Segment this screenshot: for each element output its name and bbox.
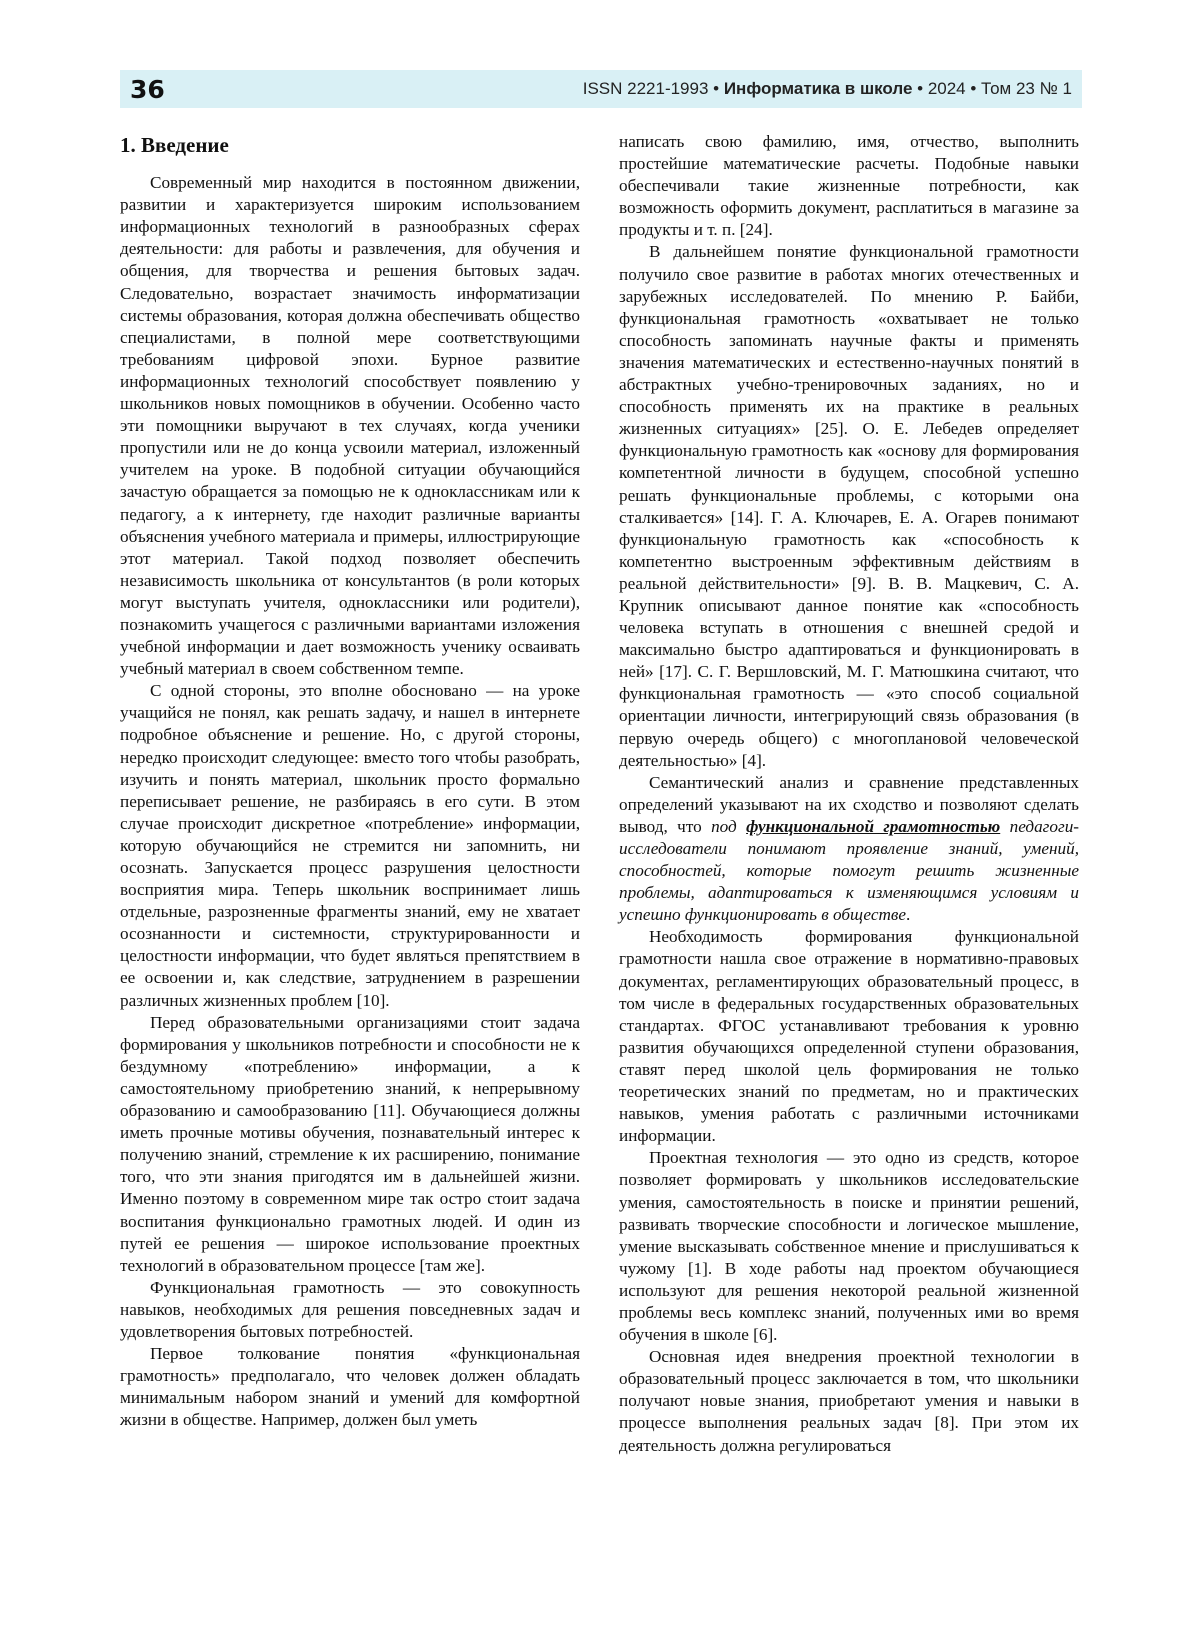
page-number: 36 [130, 74, 165, 104]
text-run: Семантический анализ и сравнение представленных определений указывают на их сходство и позволяют сделать вывод, что [619, 772, 1079, 836]
paragraph: Перед образовательными организациями стоит задача формирования у школьников потребности и способности не к бездумному «потреблению» информации, а к самостоятельному приобретению знаний, к непрерывному образованию и самообразованию [11]. Обучающиеся должны иметь прочные мотивы обучения, познавательный интерес к получению знаний, стремление к их расширению, понимание того, что эти знания пригодятся им в дальнейшей жизни. Именно поэтому в современном мире так остро стоит задача воспитания функционально грамотных людей. И один из путей ее решения — широкое использование проектных технологий в образовательном процессе [там же]. [120, 1012, 580, 1275]
paragraph: Основная идея внедрения проектной технологии в образовательный процесс заключается в том, что школьники получают новые знания, приобретают умения и навыки в процессе выполнения реальных задач [8]. При этом их деятельность должна регулироваться [619, 1347, 1079, 1455]
running-header [120, 70, 1082, 108]
issn: ISSN 2221-1993 • [582, 79, 720, 98]
italic-run: под [711, 816, 747, 836]
italic-run: педагоги-исследователи понимают проявление знаний, умений, способностей, которые помогут решить жизненные проблемы, адаптироваться к изменяющимся условиям и успешно функционировать в обществе [619, 816, 1080, 925]
paragraph: С одной стороны, это вполне обосновано — на уроке учащийся не понял, как решать задачу, и нашел в интернете подробное объяснение и решение. Но, с другой стороны, нередко происходит следующее: вместо того чтобы разобрать, изучить и понять материал, школьник просто формально переписывает решение, не разбираясь в его сути. В этом случае происходит дискретное «потребление» информации, которую обучающийся не стремится ни запомнить, ни осознать. Запускается процесс разрушения целостности восприятия мира. Теперь школьник воспринимает лишь отдельные, разрозненные фрагменты знаний, ему не хватает осознанности и системности, структурированности и целостности информации, что будет являться препятствием в ее освоении и, как следствие, затруднением в разрешении различных жизненных проблем [10]. [120, 681, 580, 1010]
paragraph-conclusion [619, 772, 1079, 927]
journal-info [583, 79, 1072, 99]
right-column [619, 131, 1079, 1457]
section-title: 1. Введение [120, 133, 229, 157]
year-volume: • 2024 • Том 23 № 1 [917, 79, 1072, 98]
paragraph: написать свою фамилию, имя, отчество, выполнить простейшие математические расчеты. Подобные навыки обеспечивали такие жизненные потребности, как возможность оформить документ, расплатиться в магазине за продукты и т. п. [24]. [619, 132, 1079, 240]
emphasis-term: функциональной грамотностью [746, 816, 1001, 836]
text-run: . [905, 905, 911, 925]
left-column [120, 128, 580, 1431]
paragraph: Проектная технология — это одно из средств, которое позволяет формировать у школьников исследовательские умения, самостоятельность в поиске и принятии решений, развивать творческие способности и логическое мышление, умение высказывать собственное мнение и прислушиваться к чужому [1]. В ходе работы над проектом обучающиеся используют для решения некоторой реальной жизненной проблемы весь комплекс знаний, полученных ими во время обучения в школе [6]. [619, 1148, 1079, 1345]
journal-name: Информатика в школе [723, 79, 913, 98]
paragraph: Функциональная грамотность — это совокупность навыков, необходимых для решения повседневных задач и удовлетворения бытовых потребностей. [120, 1277, 580, 1341]
paragraph: Необходимость формирования функциональной грамотности нашла свое отражение в нормативно-правовых документах, регламентирующих образовательный процесс, в том числе в федеральных государственных образовательных стандартах. ФГОС устанавливают требования к уровню развития обучающихся определенной ступени образования, ставят перед школой цель формирования не только теоретических знаний по предметам, но и практических навыков, умения работать с различными источниками информации. [619, 927, 1079, 1146]
paragraph: В дальнейшем понятие функциональной грамотности получило свое развитие в работах многих отечественных и зарубежных исследователей. По мнению Р. Байби, функциональная грамотность «охватывает не только способность запоминать научные факты и применять значения математических и естественно-научных понятий в абстрактных учебно-тренировочных заданиях, но и способность применять их на практике в реальных жизненных ситуациях» [25]. О. Е. Лебедев определяет функциональную грамотность как «основу для формирования компетентной личности в будущем, способной успешно решать функциональные проблемы, с которыми она сталкивается» [14]. Г. А. Ключарев, Е. А. Огарев понимают функциональную грамотность как «способность к компетентно выстроенным эффективным действиям в реальной действительности» [9]. В. В. Мацкевич, С. А. Крупник описывают данное понятие как «способность человека вступать в отношения с внешней средой и максимально быстро адаптироваться и функционировать в ней» [17]. С. Г. Вершловский, М. Г. Матюшкина считают, что функциональная грамотность — «это способ социальной ориентации личности, интегрирующий связь образования (в первую очередь общего) с многоплановой человеческой деятельностью» [4]. [619, 242, 1079, 770]
paragraph: Современный мир находится в постоянном движении, развитии и характеризуется широким использованием информационных технологий в разнообразных сферах деятельности: для работы и развлечения, для обучения и общения, для творчества и решения бытовых задач. Следовательно, возрастает значимость информатизации системы образования, которая должна обеспечивать общество специалистами, в полной мере соответствующими требованиям цифровой эпохи. Бурное развитие информационных технологий способствует появлению у школьников новых помощников в обучении. Особенно часто эти помощники выручают в тех случаях, когда ученики пропустили или не до конца усвоили материал, изложенный учителем на уроке. В подобной ситуации обучающийся зачастую обращается за помощью не к одноклассникам или к педагогу, а к интернету, где находит различные варианты объяснения учебного материала и примеры, иллюстрирующие этот материал. Такой подход позволяет обеспечить независимость школьника от консультантов (в роли которых могут выступать учителя, одноклассники или родители), познакомить учащегося с различными вариантами изложения учебной информации и дает возможность ученику осваивать учебный материал в своем собственном темпе. [120, 173, 580, 679]
paragraph: Первое толкование понятия «функциональная грамотность» предполагало, что человек должен обладать минимальным набором знаний и умений для комфортной жизни в обществе. Например, должен был уметь [120, 1344, 580, 1430]
